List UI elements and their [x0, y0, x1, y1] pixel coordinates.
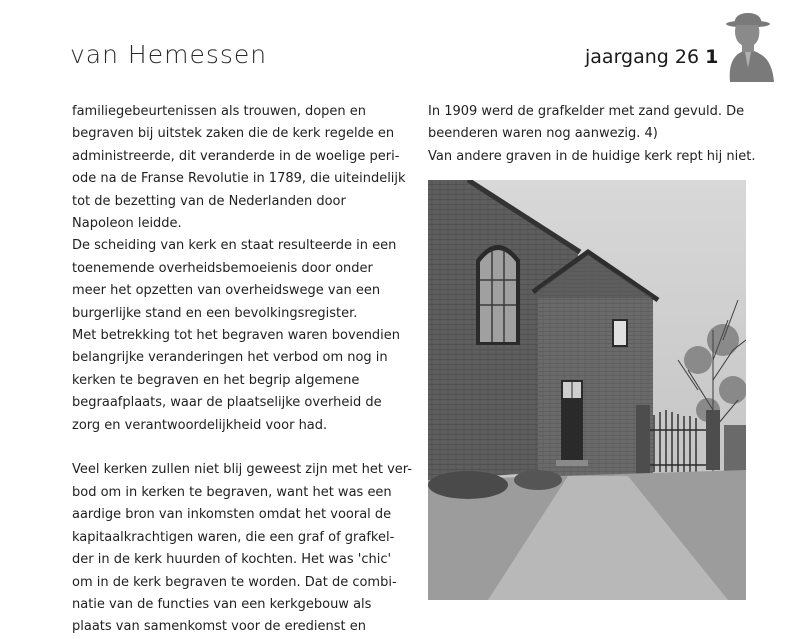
text-line: zorg en verantwoordelijkheid voor had.: [72, 417, 328, 433]
text-line: begraafplaats, waar de plaatselijke overheid de: [72, 395, 382, 411]
text-line: begraven bij uitstek zaken die de kerk regelde en: [72, 126, 395, 142]
text-line: administreerde, dit veranderde in de woelige peri-: [72, 148, 400, 164]
text-line: In 1909 werd de grafkelder met zand gevuld. De: [428, 104, 745, 119]
church-building-photo: [428, 180, 746, 600]
text-line: om in de kerk begraven te worden. Dat de combi-: [72, 574, 397, 590]
text-line: natie van de functies van een kerkgebouw als: [72, 596, 372, 612]
right-text-column: [428, 101, 768, 168]
text-line: bod om in kerken te begraven, want het was een: [72, 484, 392, 500]
left-text-column: [72, 101, 412, 639]
text-line: Veel kerken zullen niet blij geweest zijn met het ver-: [72, 462, 412, 478]
text-line: burgerlijke stand en een bevolkingsregister.: [72, 305, 358, 321]
text-line: plaats van samenkomst voor de eredienst en: [72, 619, 367, 635]
text-line: meer het opzetten van overheidswege van een: [72, 283, 381, 299]
text-line: Met betrekking tot het begraven waren bovendien: [72, 328, 401, 344]
text-line: toenemende overheidsbemoeienis door onder: [72, 260, 373, 276]
text-line: der in de kerk huurden of kochten. Het was 'chic': [72, 552, 392, 568]
text-line: kerken te begraven en het begrip algemene: [72, 372, 360, 388]
issue-number: 1: [705, 46, 719, 68]
man-with-hat-silhouette-icon: [718, 10, 780, 82]
text-line: belangrijke veranderingen het verbod om nog in: [72, 350, 388, 366]
text-line: ode na de Franse Revolutie in 1789, die uiteindelijk: [72, 171, 406, 187]
text-line: Napoleon leidde.: [72, 216, 182, 232]
text-line: familiegebeurtenissen als trouwen, dopen en: [72, 104, 367, 119]
text-line: tot de bezetting van de Nederlanden door: [72, 193, 346, 209]
issue-label: [585, 46, 718, 68]
text-line: kapitaalkrachtigen waren, die een graf of grafkel-: [72, 529, 395, 545]
paragraph-gap: [72, 437, 407, 459]
text-line: De scheiding van kerk en staat resulteerde in een: [72, 238, 397, 254]
page-header-title: van Hemessen: [70, 40, 268, 69]
text-line: beenderen waren nog aanwezig. 4): [428, 126, 658, 142]
text-line: Van andere graven in de huidige kerk rept hij niet.: [428, 148, 756, 164]
text-line: aardige bron van inkomsten omdat het vooral de: [72, 507, 392, 523]
issue-volume: jaargang 26: [585, 46, 700, 68]
